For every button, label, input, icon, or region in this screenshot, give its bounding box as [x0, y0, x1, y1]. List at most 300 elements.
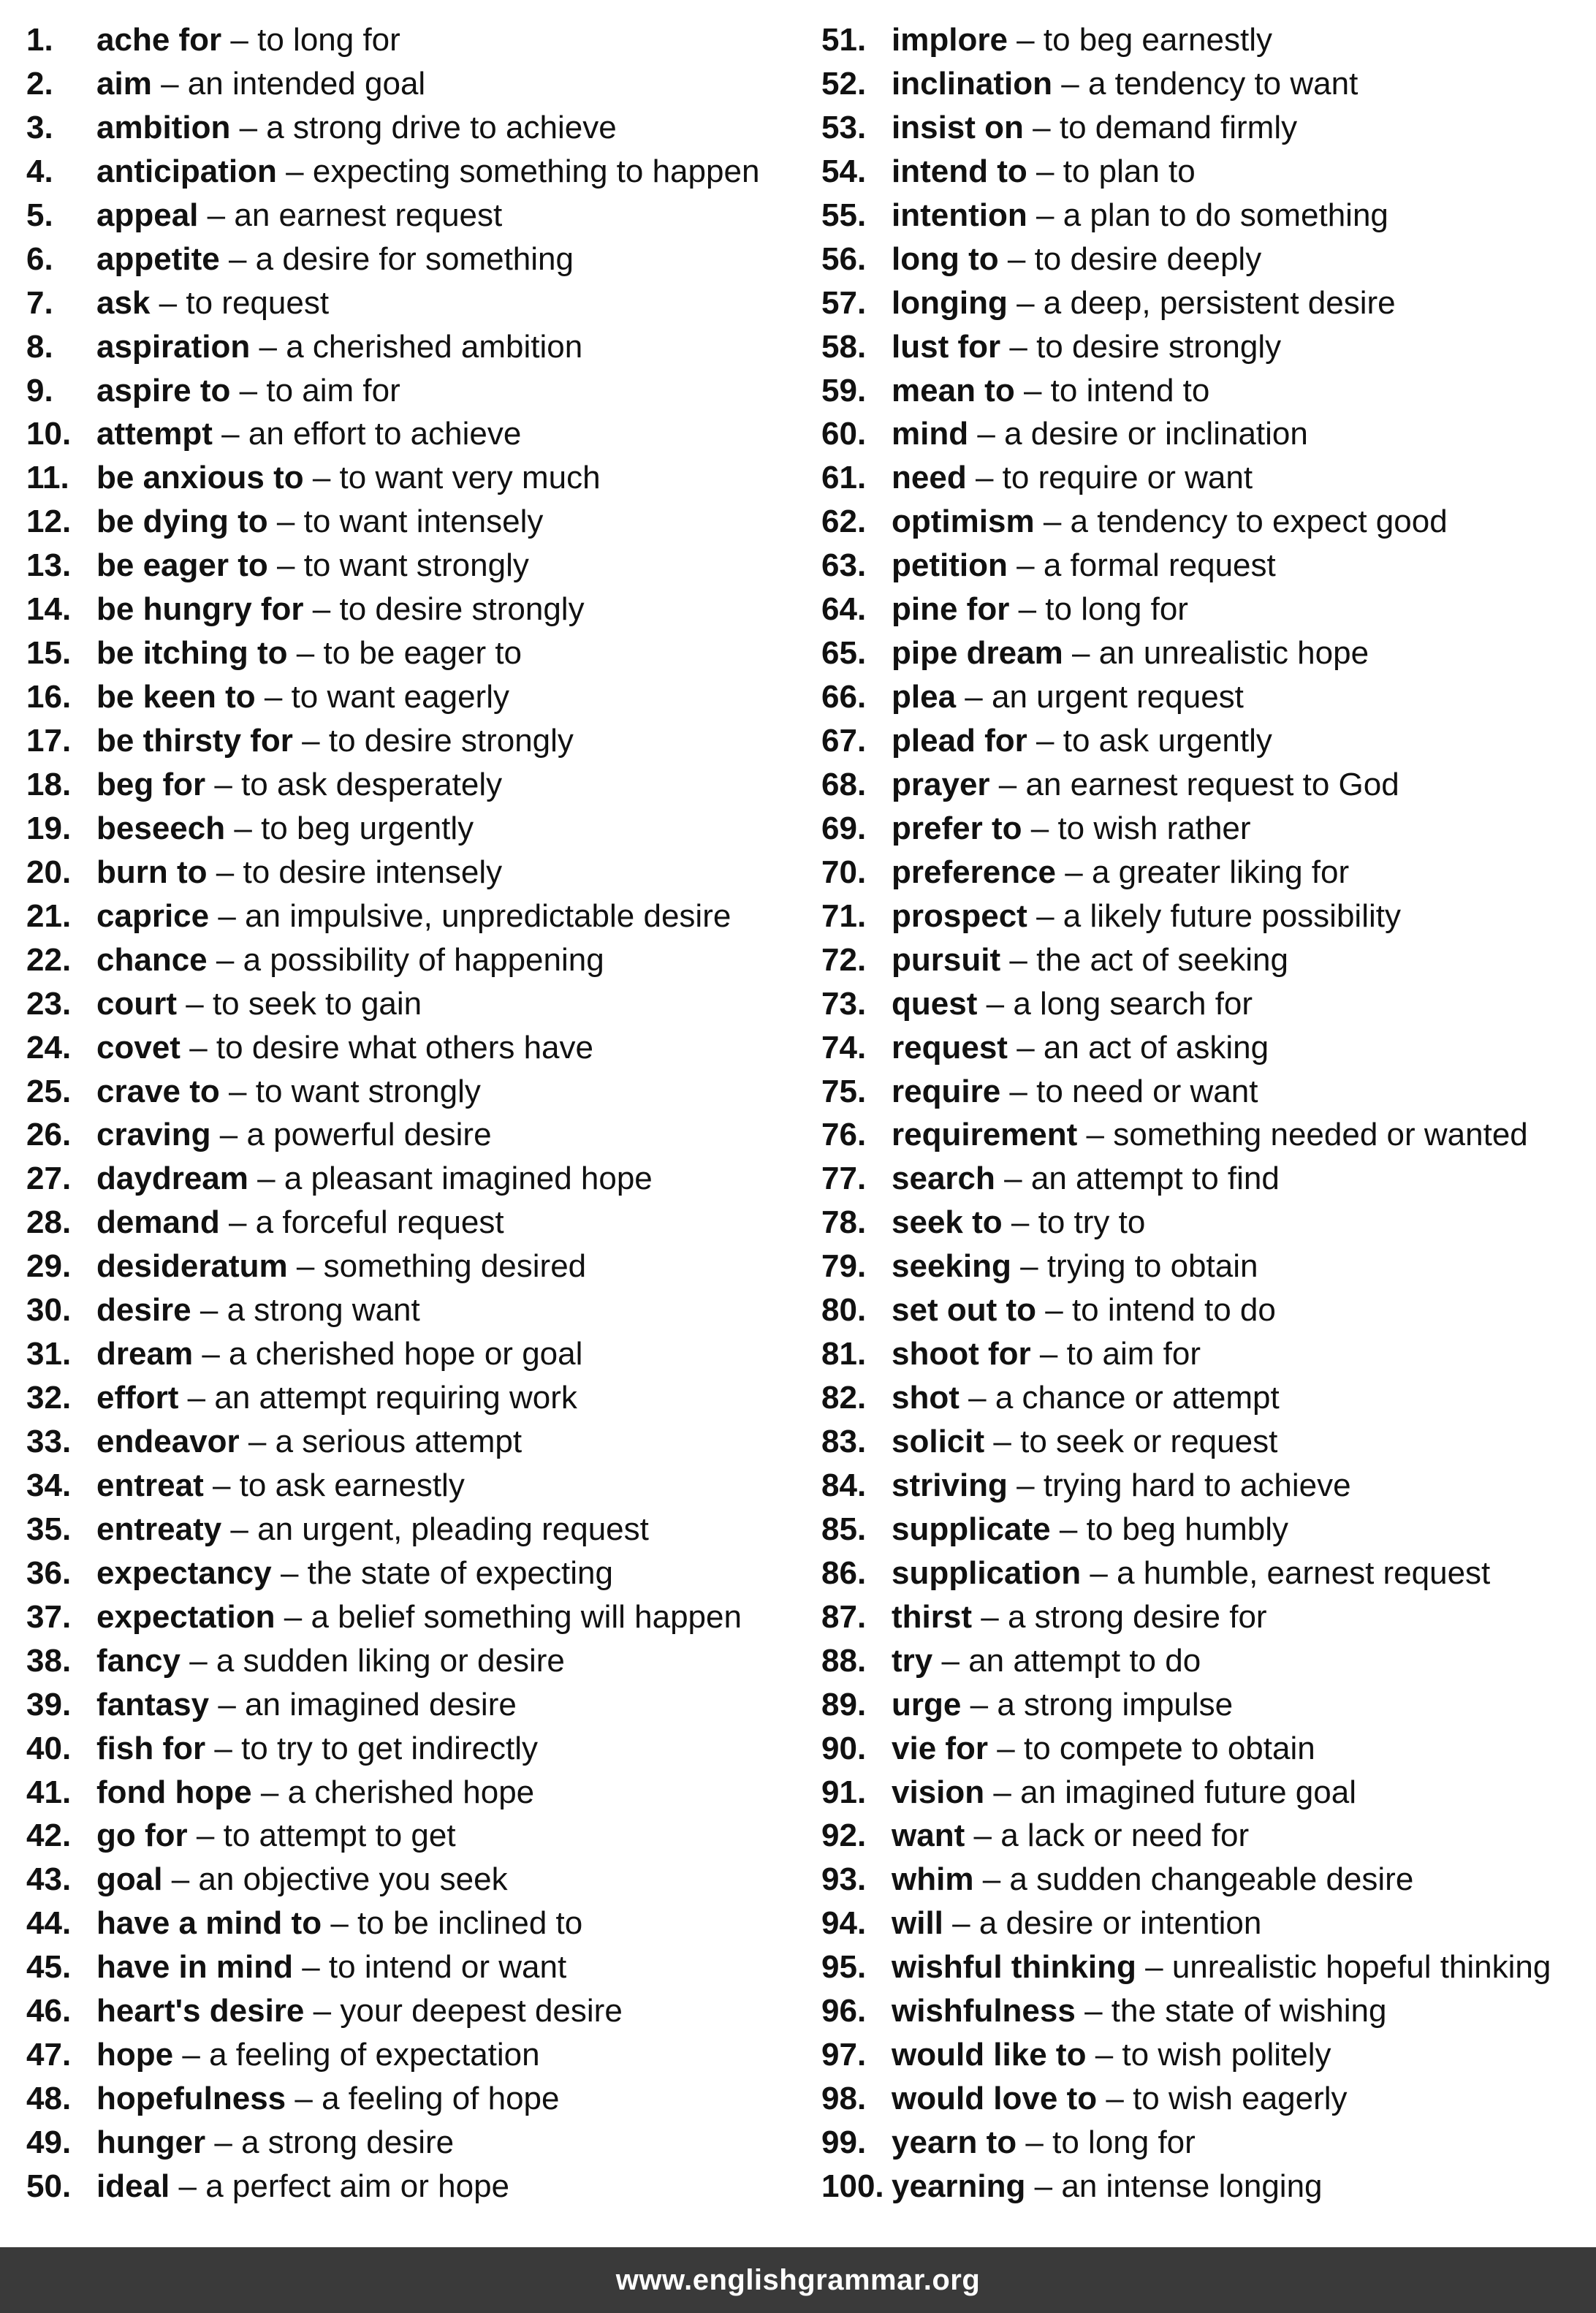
- item-separator: –: [202, 1336, 220, 1372]
- item-term: want: [892, 1818, 965, 1854]
- list-item: [26, 1814, 794, 1858]
- item-term: hopefulness: [96, 2081, 286, 2117]
- item-term: be keen to: [96, 679, 256, 715]
- item-definition: to request: [186, 284, 330, 321]
- item-definition: trying to obtain: [1046, 1248, 1258, 1285]
- item-number: 87.: [821, 1598, 867, 1635]
- item-term: requirement: [892, 1117, 1078, 1153]
- list-item: [26, 412, 794, 456]
- list-item: [821, 982, 1589, 1026]
- list-item: [26, 1420, 794, 1464]
- item-definition: an objective you seek: [198, 1861, 508, 1898]
- item-text: [96, 412, 521, 456]
- list-item: [26, 1070, 794, 1114]
- item-definition: an attempt requiring work: [214, 1380, 577, 1416]
- item-number: 94.: [821, 1905, 867, 1942]
- list-item: [821, 281, 1589, 325]
- item-number: 36.: [26, 1554, 72, 1591]
- item-term: intention: [892, 197, 1027, 233]
- item-definition: the state of wishing: [1111, 1993, 1387, 2029]
- item-definition: to want strongly: [255, 1073, 481, 1109]
- list-item: [821, 194, 1589, 238]
- item-separator: –: [1090, 1554, 1108, 1591]
- item-term: craving: [96, 1117, 211, 1153]
- item-term: need: [892, 460, 967, 496]
- list-item: [26, 1595, 794, 1639]
- item-separator: –: [1106, 2081, 1124, 2117]
- item-text: [96, 1157, 653, 1201]
- list-item: [821, 2033, 1589, 2077]
- item-term: whim: [892, 1861, 974, 1898]
- item-separator: –: [259, 328, 277, 365]
- item-number: 86.: [821, 1554, 867, 1591]
- item-separator: –: [1016, 284, 1035, 321]
- item-term: entreaty: [96, 1511, 222, 1547]
- item-text: [96, 807, 474, 851]
- list-item: [26, 1727, 794, 1771]
- item-number: 20.: [26, 854, 72, 890]
- item-number: 34.: [26, 1467, 72, 1503]
- item-text: [96, 238, 574, 281]
- item-text: [96, 500, 543, 544]
- item-definition: to seek or request: [1020, 1424, 1278, 1459]
- item-definition: to try to get indirectly: [241, 1730, 539, 1766]
- item-text: [892, 412, 1308, 456]
- item-separator: –: [159, 284, 178, 321]
- item-text: [892, 1376, 1280, 1420]
- item-separator: –: [1034, 2168, 1053, 2204]
- item-number: 47.: [26, 2037, 72, 2073]
- list-item: [26, 1464, 794, 1508]
- list-item: [26, 719, 794, 763]
- item-term: longing: [892, 284, 1008, 321]
- item-number: 63.: [821, 547, 867, 584]
- list-item: [26, 1113, 794, 1157]
- item-text: [892, 18, 1272, 62]
- item-term: seek to: [892, 1204, 1003, 1241]
- item-definition: a strong desire: [241, 2124, 455, 2160]
- item-separator: –: [294, 2081, 313, 2117]
- item-number: 84.: [821, 1467, 867, 1503]
- item-term: beg for: [96, 766, 206, 802]
- item-number: 13.: [26, 547, 72, 584]
- item-definition: to wish politely: [1122, 2037, 1331, 2073]
- item-definition: unrealistic hopeful thinking: [1171, 1949, 1551, 1986]
- item-definition: trying hard to achieve: [1043, 1467, 1351, 1503]
- list-item: [821, 1113, 1589, 1157]
- item-separator: –: [1004, 1161, 1022, 1197]
- item-number: 67.: [821, 723, 867, 759]
- item-text: [892, 281, 1396, 325]
- list-item: [26, 1157, 794, 1201]
- item-definition: an act of asking: [1043, 1029, 1269, 1066]
- item-term: ideal: [96, 2168, 170, 2204]
- item-term: implore: [892, 22, 1008, 58]
- item-definition: to plan to: [1063, 153, 1196, 189]
- list-item: [26, 1376, 794, 1420]
- item-term: would like to: [892, 2037, 1087, 2073]
- item-definition: a sudden liking or desire: [216, 1642, 565, 1679]
- list-item: [26, 1683, 794, 1727]
- item-text: [96, 1595, 742, 1639]
- item-text: [892, 369, 1209, 413]
- item-definition: an imagined desire: [245, 1686, 517, 1723]
- item-definition: a serious attempt: [275, 1424, 522, 1459]
- list-item: [821, 2077, 1589, 2121]
- item-text: [892, 1464, 1351, 1508]
- list-item: [26, 1026, 794, 1070]
- list-item: [26, 325, 794, 369]
- item-term: effort: [96, 1380, 179, 1416]
- item-term: try: [892, 1642, 933, 1679]
- item-text: [96, 1814, 456, 1858]
- item-text: [96, 369, 400, 413]
- item-number: 46.: [26, 1993, 72, 2029]
- item-number: 100.: [821, 2168, 884, 2204]
- item-separator: –: [216, 854, 235, 890]
- item-term: will: [892, 1905, 943, 1942]
- item-number: 85.: [821, 1511, 867, 1547]
- item-separator: –: [965, 679, 983, 715]
- item-number: 83.: [821, 1424, 867, 1459]
- item-term: be eager to: [96, 547, 268, 584]
- list-item: [26, 194, 794, 238]
- item-separator: –: [264, 679, 283, 715]
- item-term: fantasy: [96, 1686, 210, 1723]
- list-item: [26, 895, 794, 938]
- list-item: [821, 1332, 1589, 1376]
- item-text: [96, 588, 585, 631]
- item-number: 50.: [26, 2168, 72, 2204]
- item-definition: to wish rather: [1057, 810, 1251, 846]
- item-text: [892, 1639, 1201, 1683]
- item-definition: a cherished hope: [287, 1774, 535, 1810]
- item-definition: to require or want: [1002, 460, 1253, 496]
- item-text: [892, 2077, 1348, 2121]
- item-term: thirst: [892, 1598, 972, 1635]
- item-number: 18.: [26, 766, 72, 802]
- item-text: [96, 281, 329, 325]
- item-definition: a strong want: [227, 1292, 420, 1329]
- item-term: require: [892, 1073, 1001, 1109]
- item-definition: a tendency to want: [1087, 65, 1358, 102]
- item-text: [892, 1026, 1269, 1070]
- item-text: [892, 895, 1401, 938]
- item-term: be anxious to: [96, 460, 304, 496]
- item-text: [96, 1420, 522, 1464]
- item-number: 33.: [26, 1424, 72, 1459]
- item-separator: –: [993, 1424, 1011, 1459]
- item-text: [96, 2077, 560, 2121]
- item-term: fond hope: [96, 1774, 252, 1810]
- item-term: heart's desire: [96, 1993, 305, 2029]
- list-item: [26, 1639, 794, 1683]
- item-number: 74.: [821, 1029, 867, 1066]
- item-text: [96, 1989, 623, 2033]
- item-definition: a strong drive to achieve: [266, 109, 617, 145]
- item-term: urge: [892, 1686, 962, 1723]
- item-separator: –: [1020, 1248, 1038, 1285]
- item-term: preference: [892, 854, 1057, 890]
- item-number: 71.: [821, 897, 867, 934]
- item-number: 51.: [821, 22, 867, 58]
- item-separator: –: [218, 1686, 236, 1723]
- item-text: [892, 631, 1369, 675]
- item-number: 30.: [26, 1292, 72, 1329]
- list-item: [26, 807, 794, 851]
- item-separator: –: [239, 109, 258, 145]
- item-separator: –: [1095, 2037, 1114, 2073]
- item-number: 62.: [821, 504, 867, 540]
- list-item: [821, 1595, 1589, 1639]
- item-separator: –: [276, 547, 295, 584]
- list-item: [26, 588, 794, 631]
- item-text: [892, 851, 1349, 895]
- item-number: 16.: [26, 679, 72, 715]
- item-number: 88.: [821, 1642, 867, 1679]
- item-definition: to desire strongly: [339, 591, 585, 628]
- item-definition: a chance or attempt: [995, 1380, 1280, 1416]
- item-term: supplication: [892, 1554, 1082, 1591]
- item-definition: to intend to do: [1071, 1292, 1276, 1329]
- item-separator: –: [1016, 547, 1035, 584]
- item-number: 96.: [821, 1993, 867, 2029]
- item-number: 65.: [821, 635, 867, 672]
- list-item: [26, 2077, 794, 2121]
- item-definition: to desire what others have: [216, 1029, 593, 1066]
- item-separator: –: [1011, 1204, 1030, 1241]
- item-text: [892, 2165, 1323, 2208]
- item-definition: an intense longing: [1061, 2168, 1323, 2204]
- item-definition: a humble, earnest request: [1117, 1554, 1491, 1591]
- item-number: 8.: [26, 328, 53, 365]
- item-separator: –: [1030, 810, 1049, 846]
- list-item: [821, 938, 1589, 982]
- item-definition: to compete to obtain: [1024, 1730, 1315, 1766]
- list-item: [26, 1508, 794, 1552]
- item-definition: to desire strongly: [328, 723, 574, 759]
- item-text: [892, 1245, 1258, 1288]
- item-separator: –: [968, 1380, 987, 1416]
- item-text: [96, 1026, 593, 1070]
- list-item: [821, 1989, 1589, 2033]
- item-term: intend to: [892, 153, 1027, 189]
- item-text: [96, 1945, 566, 1989]
- item-separator: –: [207, 197, 226, 233]
- item-term: aim: [96, 65, 152, 102]
- item-number: 91.: [821, 1774, 867, 1810]
- item-number: 80.: [821, 1292, 867, 1329]
- list-item: [26, 1245, 794, 1288]
- item-separator: –: [982, 1861, 1001, 1898]
- item-text: [96, 1508, 649, 1552]
- item-definition: to ask earnestly: [239, 1467, 465, 1503]
- item-separator: –: [228, 240, 247, 277]
- list-item: [26, 1771, 794, 1815]
- item-term: yearning: [892, 2168, 1026, 2204]
- list-item: [821, 1639, 1589, 1683]
- list-item: [26, 763, 794, 807]
- list-item: [821, 1464, 1589, 1508]
- item-definition: to long for: [257, 22, 400, 58]
- list-item: [821, 2165, 1589, 2208]
- item-text: [892, 2033, 1331, 2077]
- list-item: [26, 1288, 794, 1332]
- item-definition: to ask urgently: [1063, 723, 1272, 759]
- item-definition: a deep, persistent desire: [1043, 284, 1396, 321]
- item-text: [96, 1332, 582, 1376]
- item-term: solicit: [892, 1424, 985, 1459]
- item-definition: to desire strongly: [1036, 328, 1282, 365]
- item-separator: –: [189, 1029, 208, 1066]
- item-separator: –: [997, 1730, 1015, 1766]
- list-item: [26, 938, 794, 982]
- item-text: [892, 1683, 1233, 1727]
- item-term: request: [892, 1029, 1008, 1066]
- item-term: lust for: [892, 328, 1001, 365]
- item-text: [96, 1201, 504, 1245]
- item-text: [892, 1508, 1288, 1552]
- list-item: [821, 895, 1589, 938]
- item-definition: something desired: [323, 1248, 587, 1285]
- item-text: [96, 2121, 454, 2165]
- item-number: 90.: [821, 1730, 867, 1766]
- item-term: quest: [892, 985, 978, 1022]
- list-item: [821, 1727, 1589, 1771]
- item-separator: –: [214, 2124, 232, 2160]
- item-number: 92.: [821, 1818, 867, 1854]
- item-term: be itching to: [96, 635, 288, 672]
- item-definition: an intended goal: [187, 65, 426, 102]
- item-text: [96, 1245, 586, 1288]
- item-text: [892, 1814, 1249, 1858]
- item-separator: –: [196, 1818, 215, 1854]
- item-term: insist on: [892, 109, 1024, 145]
- item-text: [892, 106, 1297, 150]
- list-item: [26, 62, 794, 106]
- item-definition: to aim for: [1066, 1336, 1201, 1372]
- item-definition: a pleasant imagined hope: [284, 1161, 653, 1197]
- item-definition: to want eagerly: [291, 679, 509, 715]
- item-number: 68.: [821, 766, 867, 802]
- item-term: demand: [96, 1204, 220, 1241]
- item-term: court: [96, 985, 177, 1022]
- item-separator: –: [189, 1642, 208, 1679]
- item-number: 9.: [26, 372, 53, 409]
- item-number: 49.: [26, 2124, 72, 2160]
- item-separator: –: [1036, 723, 1054, 759]
- item-separator: –: [313, 1993, 332, 2029]
- item-separator: –: [218, 897, 236, 934]
- item-term: prefer to: [892, 810, 1022, 846]
- item-separator: –: [993, 1774, 1011, 1810]
- item-term: hope: [96, 2037, 174, 2073]
- item-number: 39.: [26, 1686, 72, 1723]
- item-text: [892, 675, 1244, 719]
- item-number: 66.: [821, 679, 867, 715]
- item-term: pursuit: [892, 941, 1001, 978]
- item-separator: –: [1071, 635, 1090, 672]
- item-number: 12.: [26, 504, 72, 540]
- item-text: [892, 1858, 1413, 1902]
- item-text: [96, 675, 509, 719]
- item-number: 28.: [26, 1204, 72, 1241]
- list-item: [821, 1026, 1589, 1070]
- item-separator: –: [216, 941, 235, 978]
- item-number: 11.: [26, 460, 69, 496]
- item-number: 89.: [821, 1686, 867, 1723]
- item-term: inclination: [892, 65, 1052, 102]
- item-term: endeavor: [96, 1424, 240, 1459]
- item-separator: –: [302, 723, 320, 759]
- item-separator: –: [975, 460, 994, 496]
- item-number: 44.: [26, 1905, 72, 1942]
- item-definition: a desire for something: [255, 240, 574, 277]
- item-definition: an urgent request: [992, 679, 1244, 715]
- item-number: 38.: [26, 1642, 72, 1679]
- list-item: [821, 369, 1589, 413]
- item-separator: –: [1059, 1511, 1078, 1547]
- item-separator: –: [302, 1949, 320, 1986]
- item-separator: –: [1086, 1117, 1105, 1153]
- list-item: [821, 1683, 1589, 1727]
- item-text: [96, 938, 604, 982]
- item-definition: to try to: [1038, 1204, 1146, 1241]
- item-text: [892, 982, 1253, 1026]
- item-term: plea: [892, 679, 957, 715]
- item-text: [96, 1858, 508, 1902]
- item-separator: –: [1007, 240, 1026, 277]
- item-text: [96, 895, 731, 938]
- item-term: petition: [892, 547, 1008, 584]
- item-term: expectancy: [96, 1554, 272, 1591]
- item-term: entreat: [96, 1467, 204, 1503]
- item-text: [96, 1771, 534, 1815]
- item-text: [892, 588, 1188, 631]
- item-number: 42.: [26, 1818, 72, 1854]
- item-term: chance: [96, 941, 208, 978]
- list-item: [26, 456, 794, 500]
- item-number: 59.: [821, 372, 867, 409]
- list-item: [821, 2121, 1589, 2165]
- item-separator: –: [1016, 22, 1035, 58]
- item-number: 41.: [26, 1774, 72, 1810]
- item-separator: –: [234, 810, 252, 846]
- item-definition: to be inclined to: [357, 1905, 583, 1942]
- item-number: 2.: [26, 65, 53, 102]
- item-definition: an attempt to find: [1030, 1161, 1280, 1197]
- item-definition: to ask desperately: [241, 766, 503, 802]
- item-definition: to wish eagerly: [1133, 2081, 1348, 2117]
- item-term: ambition: [96, 109, 231, 145]
- item-text: [96, 1113, 492, 1157]
- item-term: hunger: [96, 2124, 206, 2160]
- list-item: [26, 851, 794, 895]
- item-term: have a mind to: [96, 1905, 322, 1942]
- item-text: [96, 1902, 582, 1945]
- item-separator: –: [981, 1598, 999, 1635]
- item-separator: –: [221, 416, 240, 452]
- item-number: 95.: [821, 1949, 867, 1986]
- list-item: [26, 1858, 794, 1902]
- item-number: 48.: [26, 2081, 72, 2117]
- item-number: 81.: [821, 1336, 867, 1372]
- list-item: [821, 1070, 1589, 1114]
- word-list-right-column: [821, 18, 1589, 2208]
- item-number: 53.: [821, 109, 867, 145]
- item-separator: –: [214, 1730, 232, 1766]
- item-number: 56.: [821, 240, 867, 277]
